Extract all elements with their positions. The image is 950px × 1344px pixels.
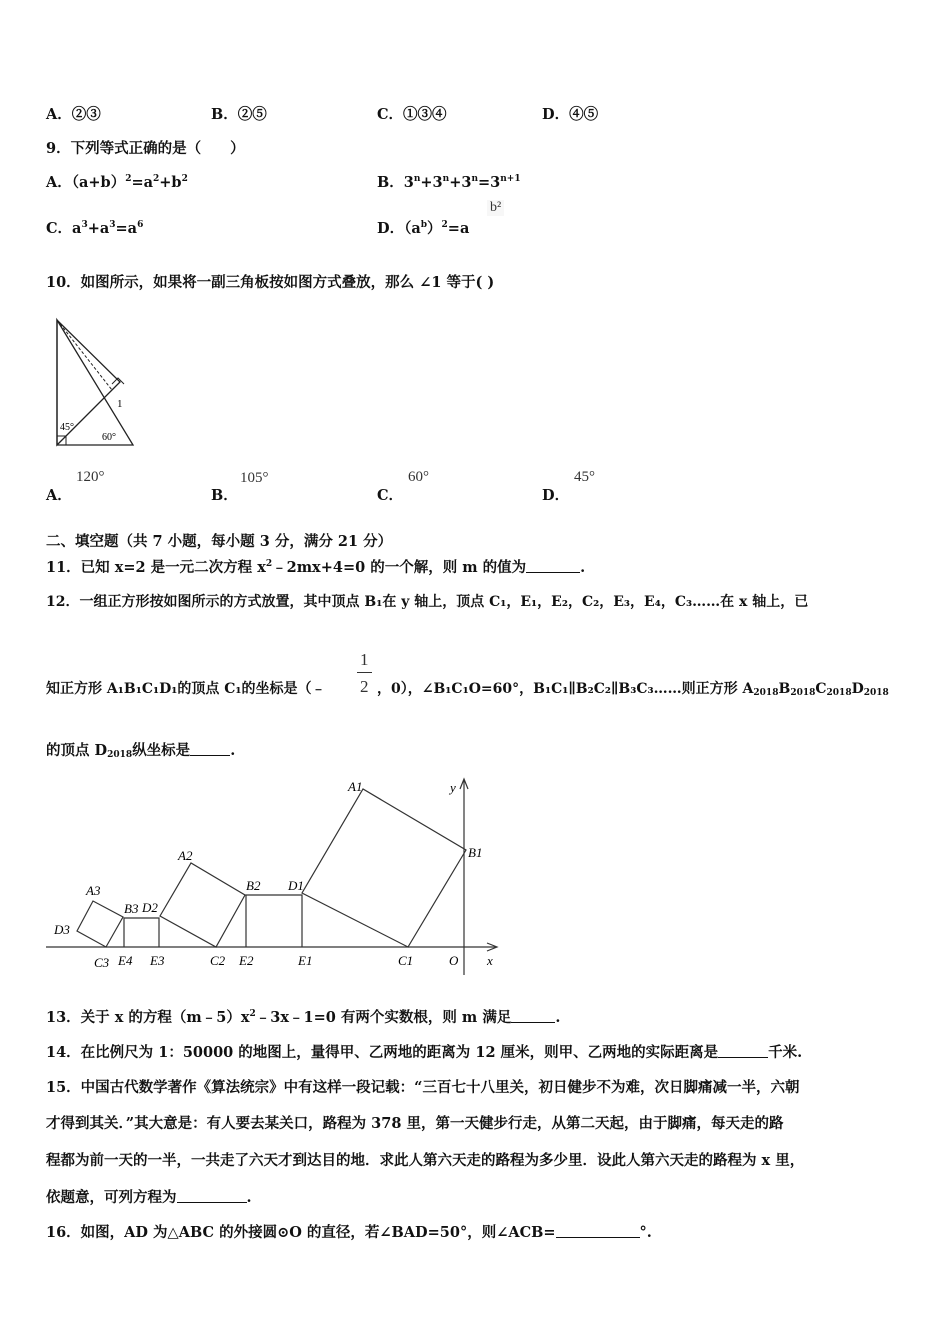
q15-line-1: 15．中国古代数学著作《算法统宗》中有这样一段记载：“三百七十八里关，初日健步不为难，次日脚痛减一半，六朝 — [46, 1079, 800, 1096]
q10-option-d-label: D． — [542, 487, 570, 504]
dashed-hypotenuse — [57, 320, 112, 390]
label-d2: D2 — [142, 900, 158, 915]
q10-option-b-value: 105° — [240, 470, 269, 486]
q13: 13．关于 x 的方程$(m﹣5)x^2﹣3x﹣1=0$ 有两个实数根，则 m 满足 . — [46, 1009, 561, 1026]
q8-option-c: C．①③④ — [377, 106, 447, 123]
q9-stem: 9．下列等式正确的是（ ） — [46, 140, 245, 157]
answer-blank[interactable] — [718, 1045, 768, 1058]
label-b2: B2 — [246, 878, 261, 893]
q11: 11．已知 x=2 是一元二次方程 $x^2﹣2mx+4=0$ 的一个解，则 m 的值为 . — [46, 559, 586, 576]
label-b1: B1 — [468, 845, 483, 860]
q9-option-a: A．$(a+b)^2=a^2+b^2$ — [46, 174, 188, 191]
fraction-bar — [357, 672, 372, 673]
q9-option-b: B．$3^n+3^n+3^n=3^{n+1}$ — [377, 174, 521, 191]
small-square-e1e2 — [246, 895, 302, 947]
square-2 — [160, 863, 245, 947]
answer-blank[interactable] — [190, 743, 230, 756]
angle-45-label: 45° — [60, 422, 74, 433]
q10-option-c-label: C． — [377, 487, 404, 504]
q10-option-a-value: 120° — [76, 469, 105, 485]
label-y: y — [450, 780, 456, 795]
answer-blank[interactable] — [511, 1010, 555, 1023]
label-d3: D3 — [54, 922, 70, 937]
q10-option-d-value: 45° — [574, 469, 595, 485]
square-1 — [302, 789, 466, 947]
q15-line-2: 才得到其关．”其大意是：有人要去某关口，路程为 378 里，第一天健步行走，从第二天起，由于脚痛，每天走的路 — [46, 1115, 784, 1132]
fraction-denominator: 2 — [360, 677, 369, 696]
q16: 16．如图，AD 为△ABC 的外接圆⊙O 的直径，若∠BAD=50°，则∠ACB= °. — [46, 1224, 652, 1241]
label-a3: A3 — [86, 883, 101, 898]
q10-option-b-label: B． — [211, 487, 238, 504]
q12-line-1: 12．一组正方形按如图所示的方式放置，其中顶点 B₁在 y 轴上，顶点 C₁，E₁，E₂，C₂，E₃，E₄，C₃……在 x 轴上，已 — [46, 594, 809, 610]
q10-option-c-value: 60° — [408, 469, 429, 485]
square-3 — [77, 901, 123, 947]
label-c2: C2 — [210, 953, 226, 968]
q10-stem: 10．如图所示，如果将一副三角板按如图方式叠放，那么 ∠1 等于( ) — [46, 274, 495, 291]
q12-squares-figure — [46, 775, 502, 980]
q8-option-d: D．④⑤ — [542, 106, 599, 123]
label-e4: E4 — [118, 953, 133, 968]
q12-line-2a: 知正方形 A₁B₁C₁D₁的顶点 C₁的坐标是（﹣ — [46, 681, 326, 697]
label-e2: E2 — [239, 953, 254, 968]
q9-option-d: D．$(a^b)^2=a$ — [377, 220, 470, 237]
label-x: x — [487, 953, 493, 968]
fraction-numerator: 1 — [360, 650, 369, 669]
q8-option-b: B．②⑤ — [211, 106, 267, 123]
label-o: O — [449, 953, 459, 968]
q12-line-3: 的顶点 $D_{2018}$纵坐标是 . — [46, 742, 236, 760]
small-square-e3e4 — [124, 918, 159, 947]
label-c3: C3 — [94, 955, 110, 970]
label-a1: A1 — [348, 779, 363, 794]
q10-option-a-label: A． — [46, 487, 72, 504]
q10-triangle-figure — [46, 312, 141, 452]
label-d1: D1 — [288, 878, 304, 893]
label-e1: E1 — [298, 953, 313, 968]
label-e3: E3 — [150, 953, 165, 968]
q15-line-4: 依题意，可列方程为 . — [46, 1189, 252, 1206]
q9-option-d-exponent-image: b² — [487, 200, 504, 216]
section-2-heading: 二、填空题（共 7 小题，每小题 3 分，满分 21 分） — [46, 533, 393, 550]
answer-blank[interactable] — [177, 1190, 247, 1203]
answer-blank[interactable] — [526, 560, 580, 573]
label-c1: C1 — [398, 953, 414, 968]
q9-option-c: C．$a^3+a^3=a^6$ — [46, 220, 144, 237]
q14: 14．在比例尺为 1：50000 的地图上，量得甲、乙两地的距离为 12 厘米，则甲、乙两地的实际距离是 千米. — [46, 1044, 803, 1061]
q15-line-3: 程都为前一天的一半，一共走了六天才到达目的地．求此人第六天走的路程为多少里．设此人第六天走的路程为 x 里， — [46, 1152, 805, 1169]
q12-line-2b: ，0），∠B₁C₁O=60°，B₁C₁∥B₂C₂∥B₃C₃……则正方形 $A_{2018}B_{2018}C_{2018}D_{2018}$ — [377, 681, 889, 698]
angle-1-label: 1 — [117, 398, 123, 410]
label-b3: B3 — [124, 901, 139, 916]
answer-blank[interactable] — [556, 1225, 640, 1238]
label-a2: A2 — [178, 848, 193, 863]
angle-60-label: 60° — [102, 432, 116, 443]
q8-option-a: A．②③ — [46, 106, 101, 123]
